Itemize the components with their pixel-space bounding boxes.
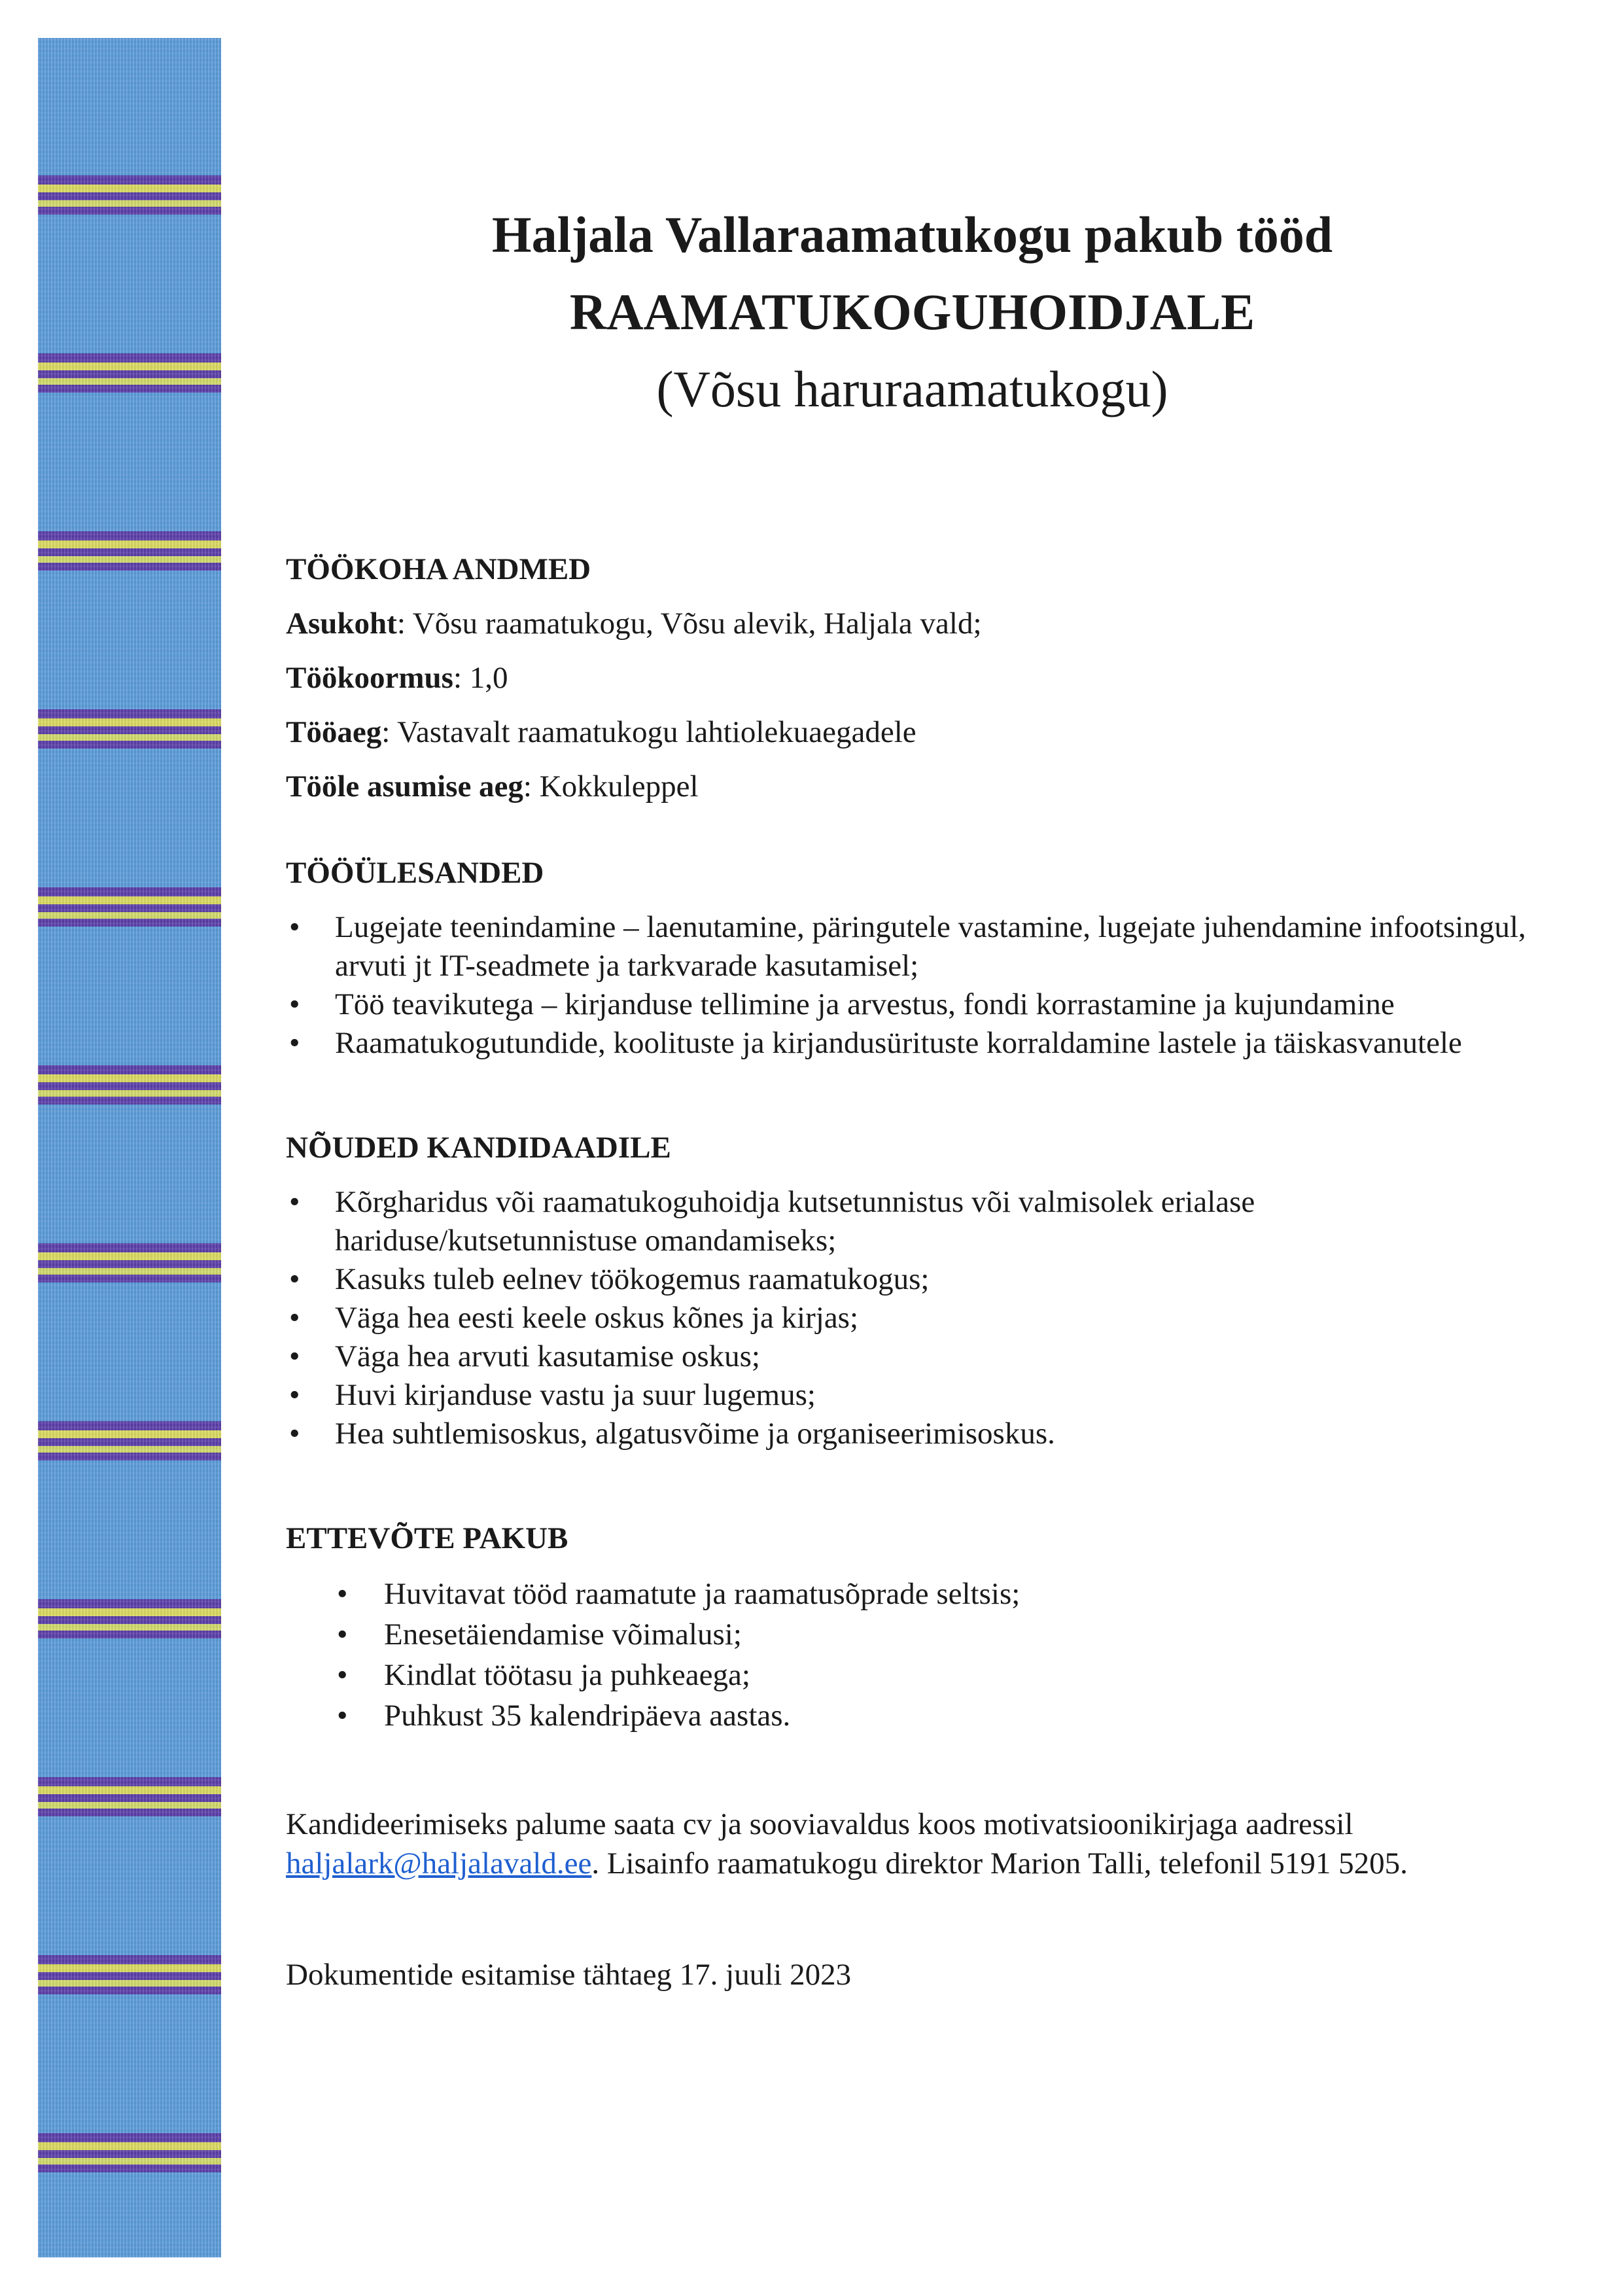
workplace-workload [286, 651, 1562, 705]
start-value: : Kokkuleppel [523, 769, 699, 804]
title-line-2: RAAMATUKOGUHOIDJALE [569, 283, 1255, 340]
bullet-icon: • [337, 1617, 348, 1651]
apply-paragraph [286, 1805, 1562, 1883]
bullet-icon: • [289, 1378, 300, 1412]
email-link[interactable]: haljalark@haljalavald.ee [286, 1846, 592, 1881]
list-item: • Kasuks tuleb eelnev töökogemus raamatukogus; [286, 1260, 1562, 1299]
section-heading-duties: TÖÖÜLESANDED [286, 856, 544, 890]
bullet-icon: • [289, 1417, 300, 1451]
list-item: • Raamatukogutundide, koolituste ja kirjandusürituste korraldamine lastele ja täiskasvanutele [286, 1024, 1562, 1063]
section-heading-workplace: TÖÖKOHA ANDMED [286, 552, 591, 586]
list-item: • Väga hea eesti keele oskus kõnes ja kirjas; [286, 1299, 1562, 1337]
list-item: • Puhkust 35 kalendripäeva aastas. [286, 1695, 1562, 1736]
deadline-text: Dokumentide esitamise tähtaeg 17. juuli 2023 [286, 1958, 852, 1992]
bullet-icon: • [289, 1262, 300, 1296]
section-heading-requirements: NÕUDED KANDIDAADILE [286, 1131, 671, 1165]
bullet-icon: • [337, 1699, 348, 1733]
list-item: • Huvi kirjanduse vastu ja suur lugemus; [286, 1376, 1562, 1415]
list-item: • Enesetäiendamise võimalusi; [286, 1614, 1562, 1655]
title-block [286, 196, 1539, 428]
workplace-hours [286, 705, 1562, 760]
start-label: Tööle asumise aeg [286, 769, 523, 804]
list-item: • Hea suhtlemisoskus, algatusvõime ja organiseerimisoskus. [286, 1415, 1562, 1453]
decorative-woven-stripe [38, 38, 221, 2257]
section-duties [286, 853, 1562, 1063]
workplace-location [286, 597, 1562, 651]
duties-list [286, 908, 1562, 1063]
hours-label: Tööaeg [286, 715, 382, 749]
bullet-icon: • [289, 1026, 300, 1060]
list-item: • Lugejate teenindamine – laenutamine, päringutele vastamine, lugejate juhendamine infootsingul, arvuti jt IT-seadmete ja tarkvarade kasutamisel; [286, 908, 1562, 985]
bullet-icon: • [337, 1577, 348, 1611]
title-line-3: (Võsu haruraamatukogu) [656, 361, 1168, 417]
list-item: • Töö teavikutega – kirjanduse tellimine ja arvestus, fondi korrastamine ja kujundamine [286, 985, 1562, 1024]
list-item: • Kindlat töötasu ja puhkeaega; [286, 1655, 1562, 1695]
section-apply [286, 1805, 1562, 1883]
bullet-icon: • [289, 987, 300, 1021]
section-requirements [286, 1128, 1562, 1453]
section-workplace [286, 542, 1562, 814]
list-item: • Väga hea arvuti kasutamise oskus; [286, 1337, 1562, 1376]
list-item: • Kõrgharidus või raamatukoguhoidja kutsetunnistus või valmisolek erialase hariduse/kutsetunnistuse omandamiseks; [286, 1183, 1562, 1260]
apply-text-2: . Lisainfo raamatukogu direktor Marion Talli, telefonil 5191 5205. [591, 1846, 1408, 1881]
apply-text-1: Kandideerimiseks palume saata cv ja sooviavaldus koos motivatsioonikirjaga aadressil [286, 1807, 1353, 1841]
workload-value: : 1,0 [453, 661, 508, 695]
bullet-icon: • [337, 1658, 348, 1692]
document-body [286, 196, 1562, 1994]
bullet-icon: • [289, 910, 300, 944]
section-offer [286, 1519, 1562, 1736]
hours-value: : Vastavalt raamatukogu lahtiolekuaegadele [381, 715, 916, 749]
section-heading-offer: ETTEVÕTE PAKUB [286, 1521, 568, 1555]
bullet-icon: • [289, 1185, 300, 1219]
offer-list [286, 1574, 1562, 1736]
location-label: Asukoht [286, 607, 397, 641]
workplace-start [286, 760, 1562, 814]
list-item: • Huvitavat tööd raamatute ja raamatusõprade seltsis; [286, 1574, 1562, 1614]
title-line-1: Haljala Vallaraamatukogu pakub tööd [491, 206, 1333, 263]
bullet-icon: • [289, 1301, 300, 1335]
location-value: : Võsu raamatukogu, Võsu alevik, Haljala vald; [396, 607, 982, 641]
workload-label: Töökoormus [286, 661, 453, 695]
requirements-list [286, 1183, 1562, 1453]
bullet-icon: • [289, 1339, 300, 1373]
